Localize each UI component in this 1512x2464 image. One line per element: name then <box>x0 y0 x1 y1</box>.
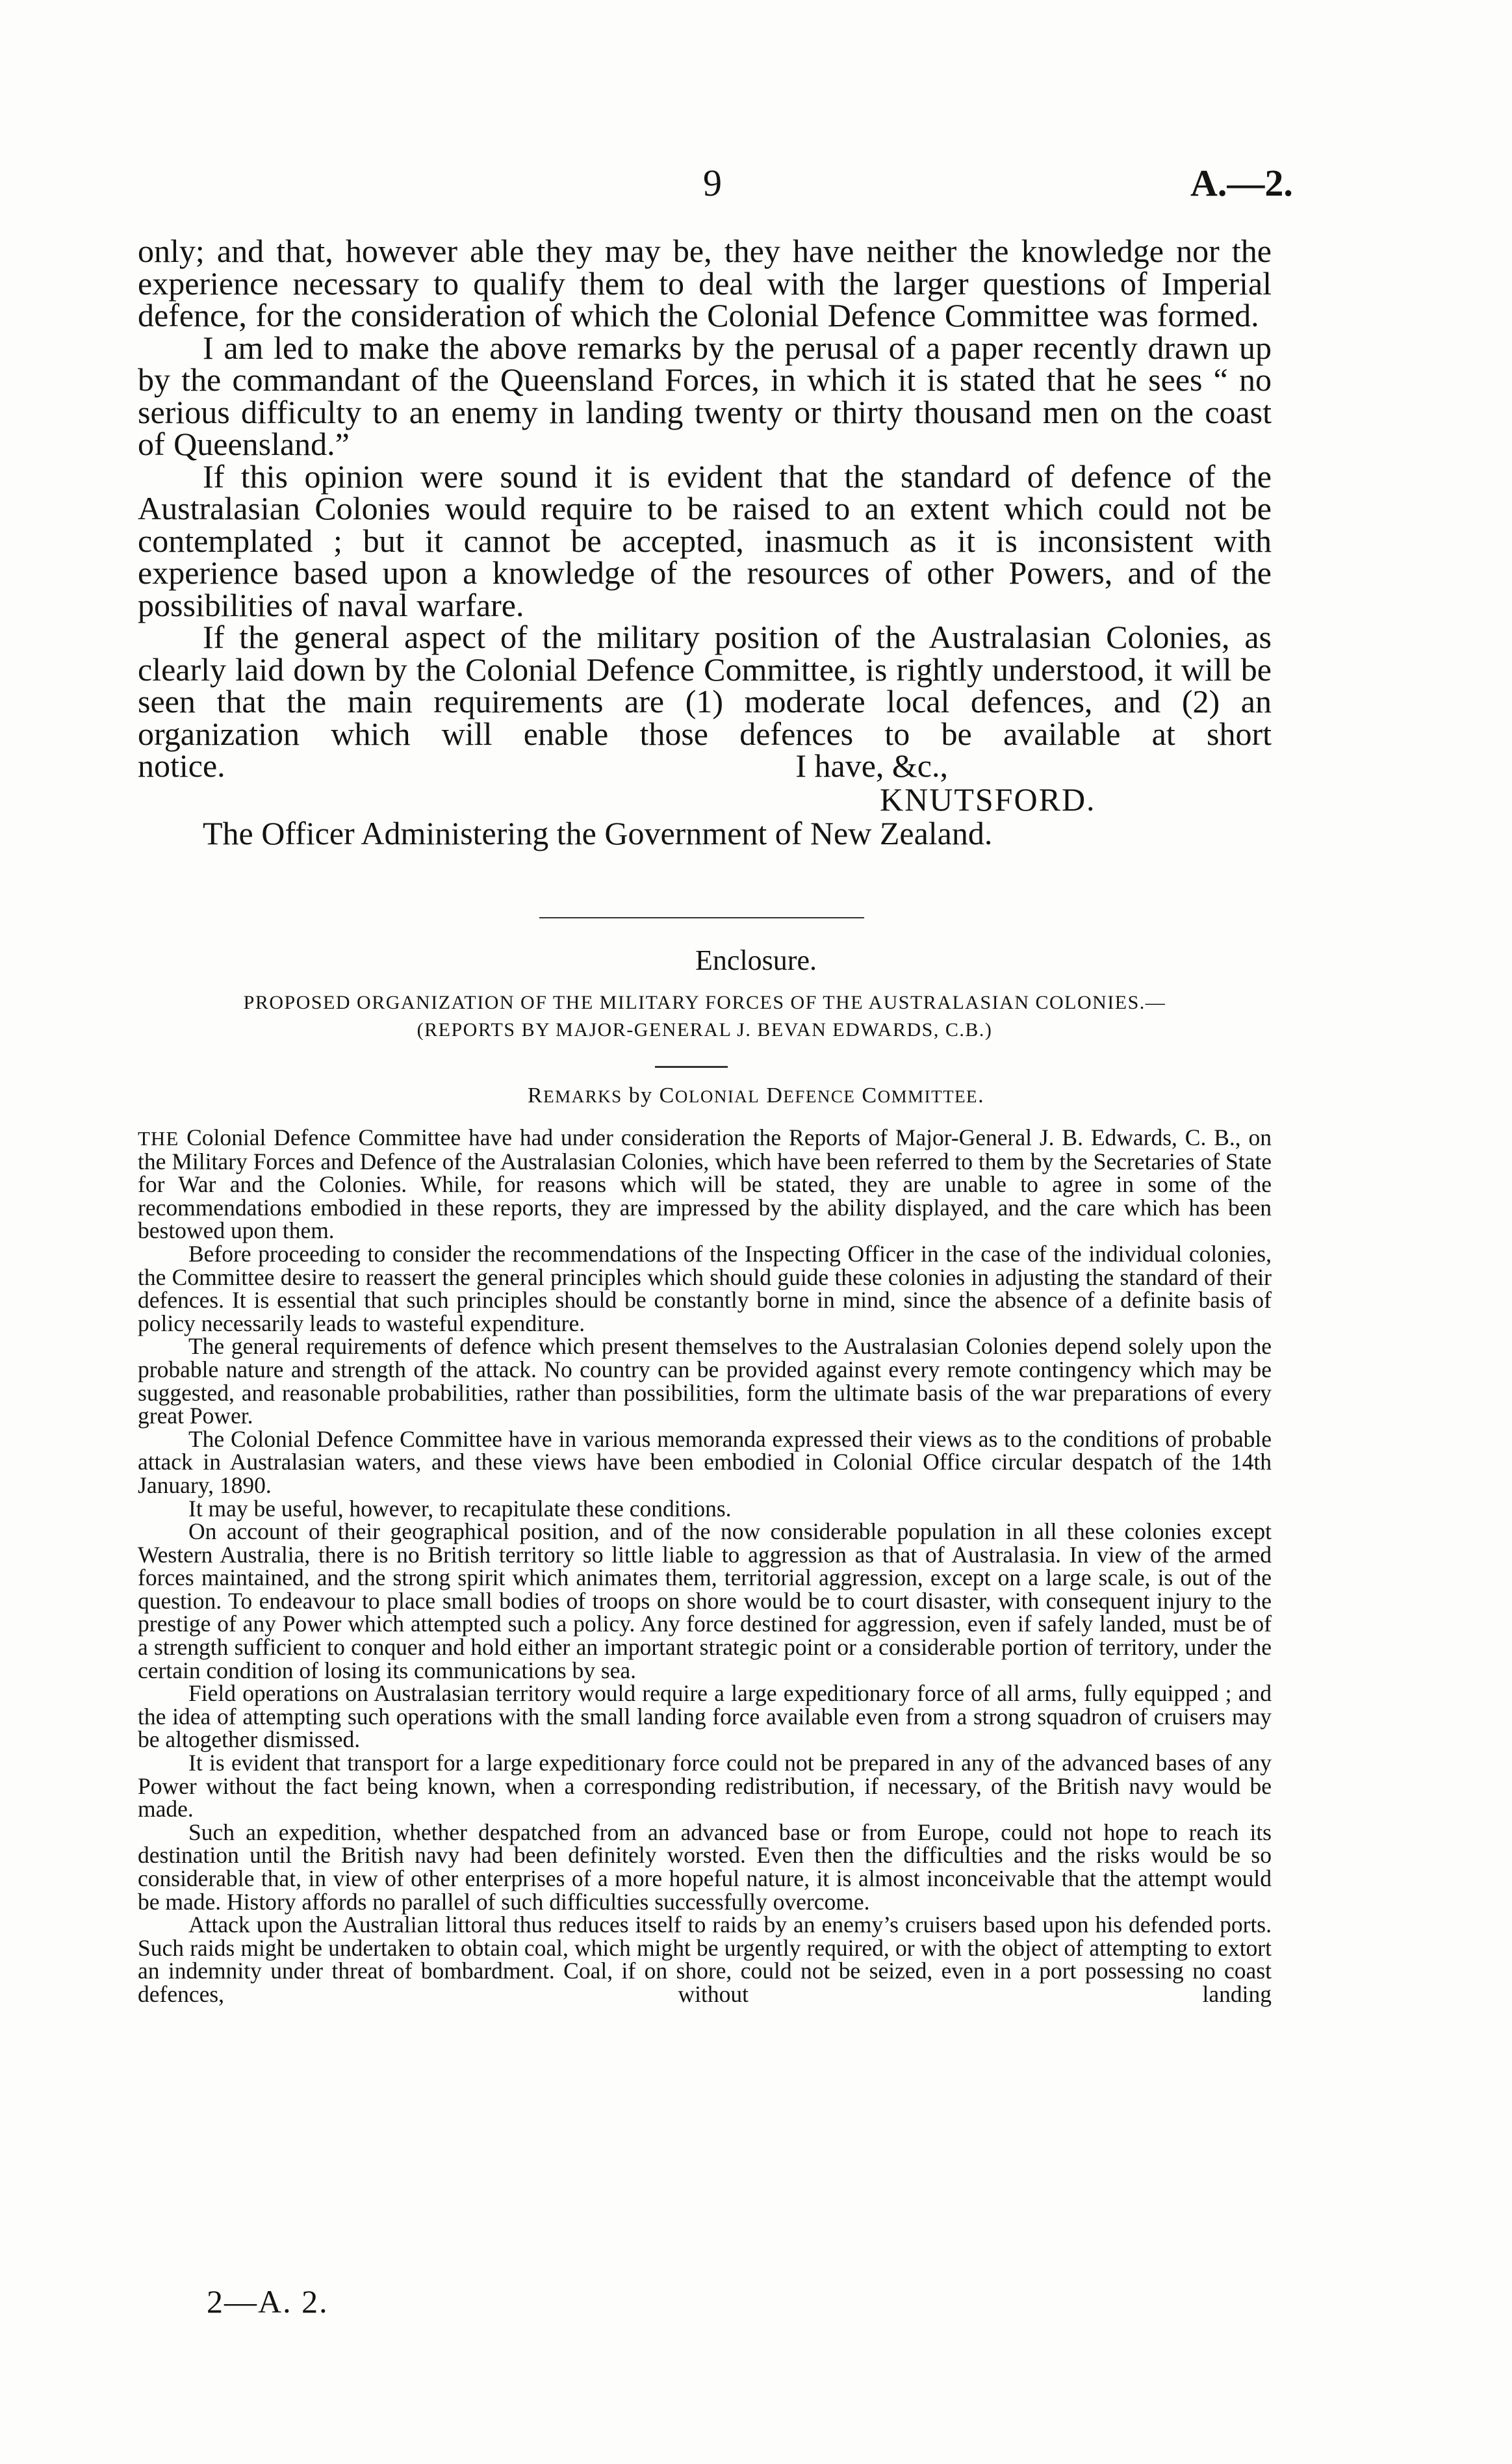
page-number: 9 <box>703 162 722 204</box>
enclosure-paragraph: The Colonial Defence Committee have in various memoranda expressed their views as to the conditions of probable attack in Australasian waters, and these views have been embodied in Colonial Office circular despatch of the 14th January, 1890. <box>138 1425 1272 1498</box>
signature: KNUTSFORD. <box>880 781 1096 818</box>
running-header <box>0 161 1512 213</box>
enclosure-paragraph: The general requirements of defence which present themselves to the Australasian Colonies depend solely upon the probable nature and strength of the attack. No country can be provided against every remote contingency which may be suggested, and reasonable probabilities, rather than possibilities, form the ultimate basis of the war preparations of every great Power. <box>138 1333 1272 1429</box>
letter-body <box>138 235 1272 850</box>
enclosure-paragraph: Field operations on Australasian territory would require a large expeditionary force of all arms, fully equipped ; and the idea of attempting such operations with the small landing force available even from a strong squadron of cruisers may be altogether dismissed. <box>138 1680 1272 1753</box>
heading-divider <box>655 1066 728 1068</box>
letter-paragraph: If the general aspect of the military position of the Australasian Colonies, as clearly laid down by the Colonial Defence Committee, is rightly understood, it will be seen that the main requirements are (1) moderate local defences, and (2) an organization which will enable those defences to be available at short <box>138 619 1272 752</box>
enclosure-paragraph: It may be useful, however, to recapitulate these conditions. <box>188 1495 732 1522</box>
enclosure-paragraph: Attack upon the Australian littoral thus reduces itself to raids by an enemy’s cruisers based upon his defended ports. Such raids might be undertaken to obtain coal, which might be urgently required, or with the object of attempting to extort an indemnity under threat of bombardment. Coal, if on shore, could not be seized, even in a port possessing no coast defences, without landing <box>138 1912 1272 2007</box>
addressee: The Officer Administering the Government of New Zealand. <box>203 814 993 851</box>
enclosure-paragraph: On account of their geographical position, and of the now considerable population in all these colonies except Western Australia, there is no British territory so little liable to aggression as that of Australasia. In view of the armed forces maintained, and the strong spirit which animates them, territorial aggression, except on a large scale, is out of the question. To endeavour to place small bodies of troops on shore would be to court disaster, with consequent injury to the prestige of any Power which attempted such a policy. Any force destined for aggression, even if safely landed, must be of a strength sufficient to conquer and hold either an important strategic point or a considerable portion of territory, under the certain condition of losing its communications by sea. <box>138 1518 1272 1683</box>
letter-paragraph: If this opinion were sound it is evident that the standard of defence of the Australasian Colonies would require to be raised to an extent which could not be contemplated ; but it cannot be accepted, inasmuch as it is inconsistent with experience based upon a knowledge of the resources of other Powers, and of the possibilities of naval warfare. <box>138 458 1272 623</box>
remarks-heading: REMARKS by COLONIAL DEFENCE COMMITTEE. <box>527 1083 985 1108</box>
letter-paragraph: only; and that, however able they may be, they have neither the knowledge nor the experience necessary to qualify them to deal with the larger questions of Imperial defence, for the consideration of which the Colonial Defence Committee was formed. <box>138 233 1272 333</box>
enclosure-body <box>138 1126 1272 2006</box>
enclosure-paragraph: Before proceeding to consider the recommendations of the Inspecting Officer in the case of the individual colonies, the Committee desire to reassert the general principles which should guide these colonies in adjusting the standard of their defences. It is essential that such principles should be constantly borne in mind, since the absence of a definite basis of policy necessarily leads to wasteful expenditure. <box>138 1240 1272 1336</box>
letter-paragraph: I am led to make the above remarks by the perusal of a paper recently drawn up by the commandant of the Queensland Forces, in which it is stated that he sees “ no serious difficulty to an enemy in landing twenty or thirty thousand men on the coast of Queensland.” <box>138 329 1272 462</box>
enclosure-paragraph: THE Colonial Defence Committee have had under consideration the Reports of Major-General J. B. Edwards, C. B., on the Military Forces and Defence of the Australasian Colonies, which have been referred to them by the Secretaries of State for War and the Colonies. While, for reasons which will be stated, they are unable to agree in some of the recommendations embodied in these reports, they are impressed by the ability displayed, and the care which has been bestowed upon them. <box>138 1124 1272 1244</box>
lead-word: THE <box>138 1127 179 1150</box>
enclosure-heading-line: (REPORTS BY MAJOR-GENERAL J. BEVAN EDWARDS, C.B.) <box>416 1019 993 1041</box>
enclosure-heading <box>138 989 1272 1044</box>
enclosure-title: Enclosure. <box>695 944 817 976</box>
document-reference: A.—2. <box>1190 162 1293 204</box>
closing-word: notice. <box>138 747 225 784</box>
enclosure-paragraph: Such an expedition, whether despatched from an advanced base or from Europe, could not hope to reach its destination until the British navy had been definitely worsted. Even then the difficulties and the risks would be so considerable that, in view of other enterprises of a more hopeful nature, it is almost inconceivable that the attempt would be made. History affords no parallel of such difficulties successfully overcome. <box>138 1819 1272 1915</box>
section-divider <box>539 917 864 918</box>
enclosure-heading-line: PROPOSED ORGANIZATION OF THE MILITARY FORCES OF THE AUSTRALASIAN COLONIES.— <box>243 992 1166 1013</box>
printer-signature-mark: 2—A. 2. <box>207 2283 329 2320</box>
salutation: I have, &c., <box>795 747 948 784</box>
enclosure-paragraph: It is evident that transport for a large expeditionary force could not be prepared in any of the advanced bases of any Power without the fact being known, when a corresponding redistribution, if necessary, of the British navy would be made. <box>138 1750 1272 1822</box>
closing-line <box>138 747 1272 784</box>
